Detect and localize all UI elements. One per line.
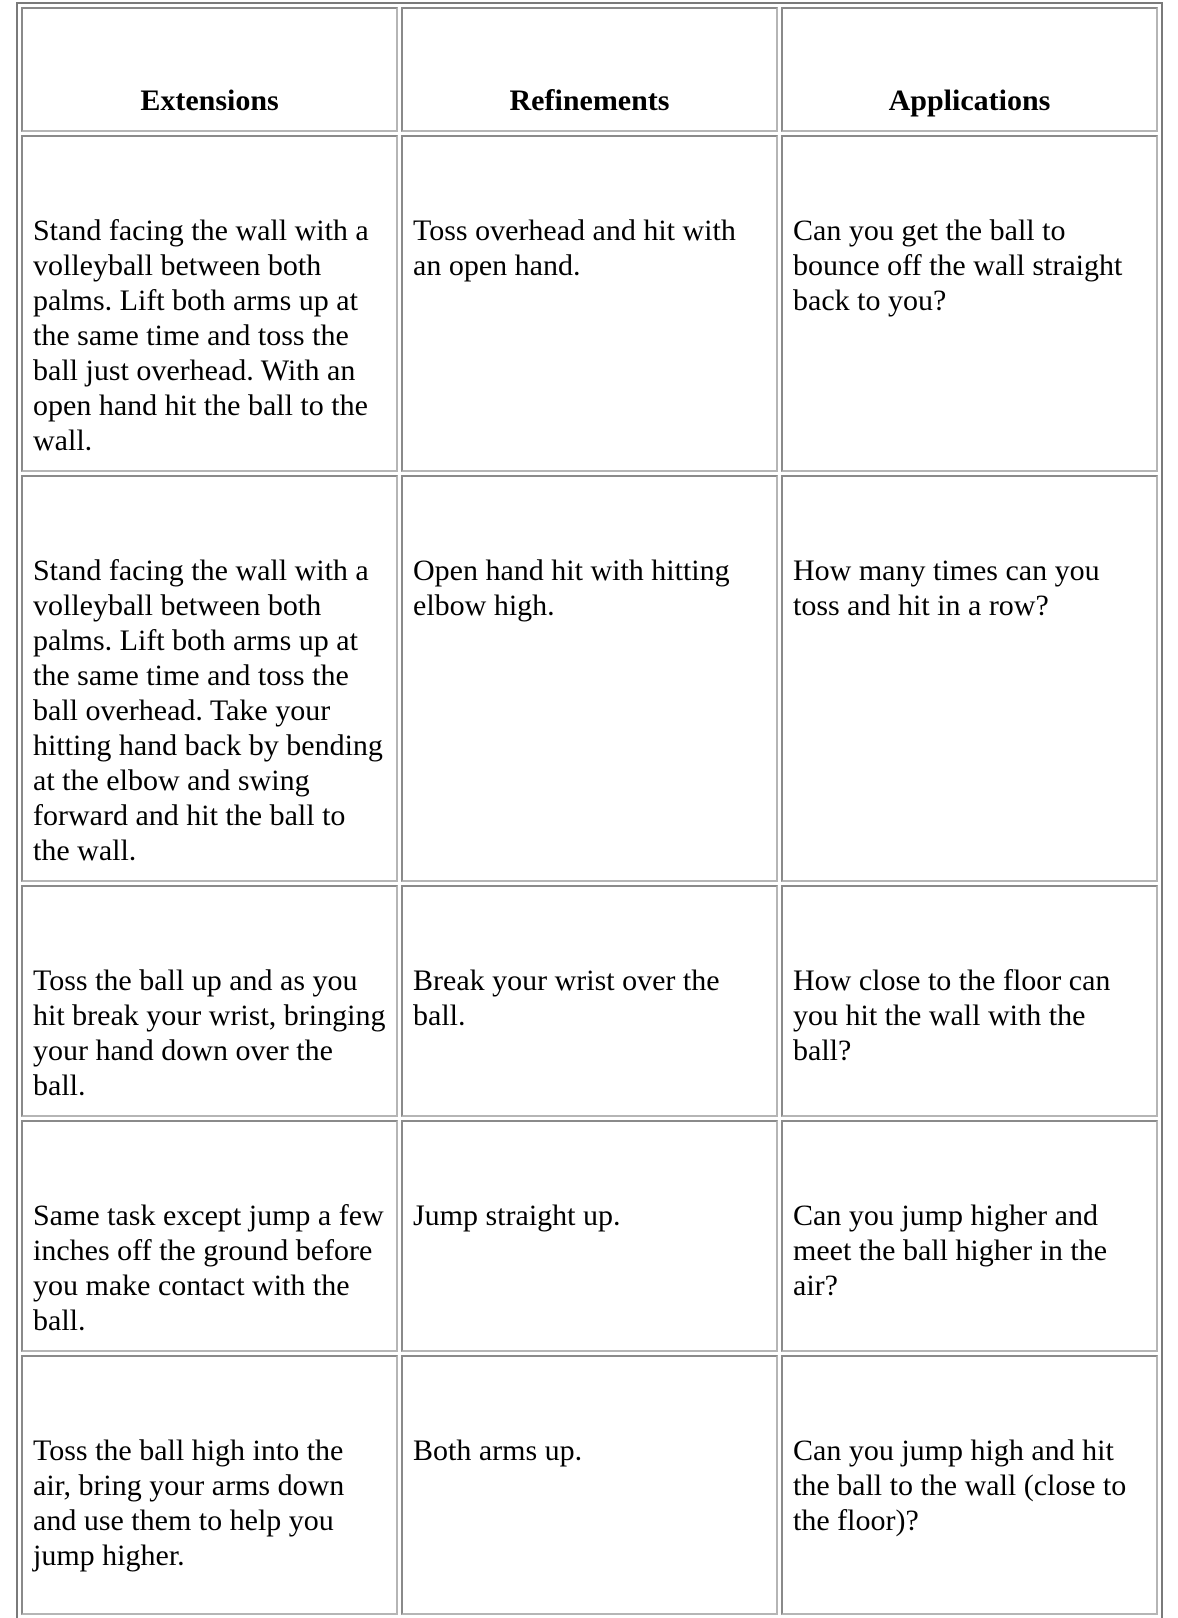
refinement-cell: Jump straight up. xyxy=(401,1120,778,1352)
lesson-table xyxy=(16,2,1163,1618)
application-cell: Can you get the ball to bounce off the wall straight back to you? xyxy=(781,135,1158,472)
extension-cell: Stand facing the wall with a volleyball between both palms. Lift both arms up at the same time and toss the ball just overhead. With an open hand hit the ball to the wall. xyxy=(21,135,398,472)
application-cell: How many times can you toss and hit in a row? xyxy=(781,475,1158,882)
table-row xyxy=(21,1355,1158,1615)
refinement-cell: Both arms up. xyxy=(401,1355,778,1615)
header-refinements: Refinements xyxy=(401,7,778,132)
extension-cell: Stand facing the wall with a volleyball between both palms. Lift both arms up at the same time and toss the ball overhead. Take your hitting hand back by bending at the elbow and swing forward and hit the ball to the wall. xyxy=(21,475,398,882)
refinement-cell: Break your wrist over the ball. xyxy=(401,885,778,1117)
table-row xyxy=(21,475,1158,882)
application-cell: Can you jump higher and meet the ball higher in the air? xyxy=(781,1120,1158,1352)
refinement-cell: Open hand hit with hitting elbow high. xyxy=(401,475,778,882)
extension-cell: Toss the ball high into the air, bring your arms down and use them to help you jump higher. xyxy=(21,1355,398,1615)
table-row xyxy=(21,885,1158,1117)
extension-cell: Toss the ball up and as you hit break your wrist, bringing your hand down over the ball. xyxy=(21,885,398,1117)
header-extensions: Extensions xyxy=(21,7,398,132)
header-applications: Applications xyxy=(781,7,1158,132)
application-cell: How close to the floor can you hit the wall with the ball? xyxy=(781,885,1158,1117)
application-cell: Can you jump high and hit the ball to the wall (close to the floor)? xyxy=(781,1355,1158,1615)
extension-cell: Same task except jump a few inches off the ground before you make contact with the ball. xyxy=(21,1120,398,1352)
header-row xyxy=(21,7,1158,132)
refinement-cell: Toss overhead and hit with an open hand. xyxy=(401,135,778,472)
table-row xyxy=(21,135,1158,472)
table-row xyxy=(21,1120,1158,1352)
